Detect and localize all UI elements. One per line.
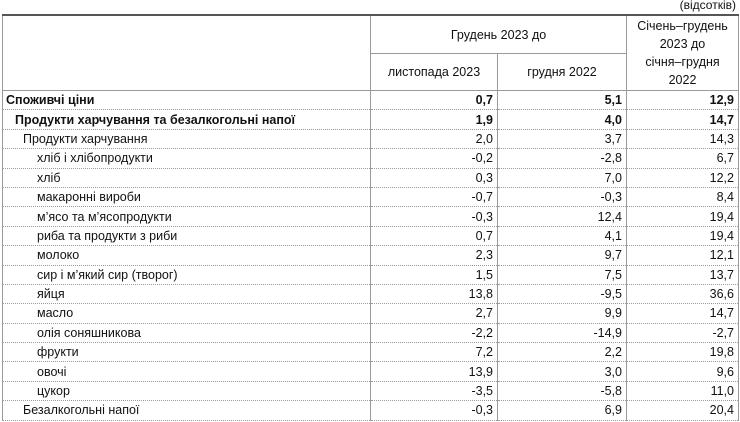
header-col3-line: січня–грудня xyxy=(645,55,720,69)
table-row xyxy=(3,304,739,323)
table-row xyxy=(3,187,739,206)
row-value: -0,3 xyxy=(498,187,627,206)
table-row xyxy=(3,362,739,381)
row-value: 19,4 xyxy=(627,207,739,226)
row-value: 0,7 xyxy=(371,226,498,245)
row-value: 7,0 xyxy=(498,168,627,187)
row-label: Споживчі ціни xyxy=(3,91,371,110)
row-value: 12,9 xyxy=(627,91,739,110)
row-value: -0,2 xyxy=(371,149,498,168)
table-row xyxy=(3,401,739,420)
row-label: Безалкогольні напої xyxy=(3,401,371,420)
row-label: Продукти харчування та безалкогольні напої xyxy=(3,110,371,129)
row-label: риба та продукти з риби xyxy=(3,226,371,245)
row-value: -2,8 xyxy=(498,149,627,168)
row-value: 19,4 xyxy=(627,226,739,245)
row-value: 3,0 xyxy=(498,362,627,381)
row-label: масло xyxy=(3,304,371,323)
row-label: молоко xyxy=(3,246,371,265)
row-label: яйця xyxy=(3,284,371,303)
row-label: цукор xyxy=(3,381,371,400)
row-value: 4,0 xyxy=(498,110,627,129)
header-col2: грудня 2022 xyxy=(498,54,627,91)
header-col3-line: 2022 xyxy=(668,73,697,87)
row-value: -0,7 xyxy=(371,187,498,206)
row-label: макаронні вироби xyxy=(3,187,371,206)
table-row xyxy=(3,207,739,226)
header-col1: листопада 2023 xyxy=(371,54,498,91)
table-row xyxy=(3,110,739,129)
table-row xyxy=(3,168,739,187)
row-value: -0,3 xyxy=(371,207,498,226)
row-label: Продукти харчування xyxy=(3,129,371,148)
row-value: -9,5 xyxy=(498,284,627,303)
row-value: 12,4 xyxy=(498,207,627,226)
row-value: 6,7 xyxy=(627,149,739,168)
unit-label: (відсотків) xyxy=(679,0,736,12)
row-label: хліб xyxy=(3,168,371,187)
row-value: -5,8 xyxy=(498,381,627,400)
table-row xyxy=(3,323,739,342)
row-value: -14,9 xyxy=(498,323,627,342)
table-row xyxy=(3,91,739,110)
header-col3 xyxy=(627,15,739,91)
row-value: 2,7 xyxy=(371,304,498,323)
row-value: 20,4 xyxy=(627,401,739,420)
row-label: олія соняшникова xyxy=(3,323,371,342)
table-row xyxy=(3,129,739,148)
table-row xyxy=(3,343,739,362)
row-value: 7,2 xyxy=(371,343,498,362)
table-row xyxy=(3,265,739,284)
header-blank xyxy=(3,15,371,91)
row-value: 9,6 xyxy=(627,362,739,381)
row-label: м’ясо та м’ясопродукти xyxy=(3,207,371,226)
row-value: 13,9 xyxy=(371,362,498,381)
row-value: 14,7 xyxy=(627,110,739,129)
row-value: 14,3 xyxy=(627,129,739,148)
row-value: 4,1 xyxy=(498,226,627,245)
row-value: 14,7 xyxy=(627,304,739,323)
row-value: 2,3 xyxy=(371,246,498,265)
row-value: 5,1 xyxy=(498,91,627,110)
row-label: хліб і хлібопродукти xyxy=(3,149,371,168)
row-value: 2,0 xyxy=(371,129,498,148)
row-value: 0,7 xyxy=(371,91,498,110)
header-group: Грудень 2023 до xyxy=(371,15,627,54)
price-index-table xyxy=(2,14,739,421)
row-value: -2,7 xyxy=(627,323,739,342)
row-value: 2,2 xyxy=(498,343,627,362)
table-row xyxy=(3,149,739,168)
row-value: -0,3 xyxy=(371,401,498,420)
row-value: 12,2 xyxy=(627,168,739,187)
row-value: 3,7 xyxy=(498,129,627,148)
row-value: 36,6 xyxy=(627,284,739,303)
row-value: 13,7 xyxy=(627,265,739,284)
row-label: фрукти xyxy=(3,343,371,362)
row-value: 1,5 xyxy=(371,265,498,284)
row-value: 6,9 xyxy=(498,401,627,420)
row-label: сир і м’який сир (творог) xyxy=(3,265,371,284)
row-value: 19,8 xyxy=(627,343,739,362)
row-value: 13,8 xyxy=(371,284,498,303)
table-row xyxy=(3,381,739,400)
row-value: -2,2 xyxy=(371,323,498,342)
header-col3-line: 2023 до xyxy=(659,37,706,51)
row-value: 9,7 xyxy=(498,246,627,265)
row-value: 12,1 xyxy=(627,246,739,265)
row-value: 8,4 xyxy=(627,187,739,206)
header-col3-line: Січень–грудень xyxy=(637,19,728,33)
row-value: 1,9 xyxy=(371,110,498,129)
row-value: 0,3 xyxy=(371,168,498,187)
row-label: овочі xyxy=(3,362,371,381)
row-value: -3,5 xyxy=(371,381,498,400)
row-value: 7,5 xyxy=(498,265,627,284)
table-row xyxy=(3,284,739,303)
table-row xyxy=(3,226,739,245)
table-body xyxy=(3,91,739,421)
row-value: 11,0 xyxy=(627,381,739,400)
table-row xyxy=(3,246,739,265)
row-value: 9,9 xyxy=(498,304,627,323)
